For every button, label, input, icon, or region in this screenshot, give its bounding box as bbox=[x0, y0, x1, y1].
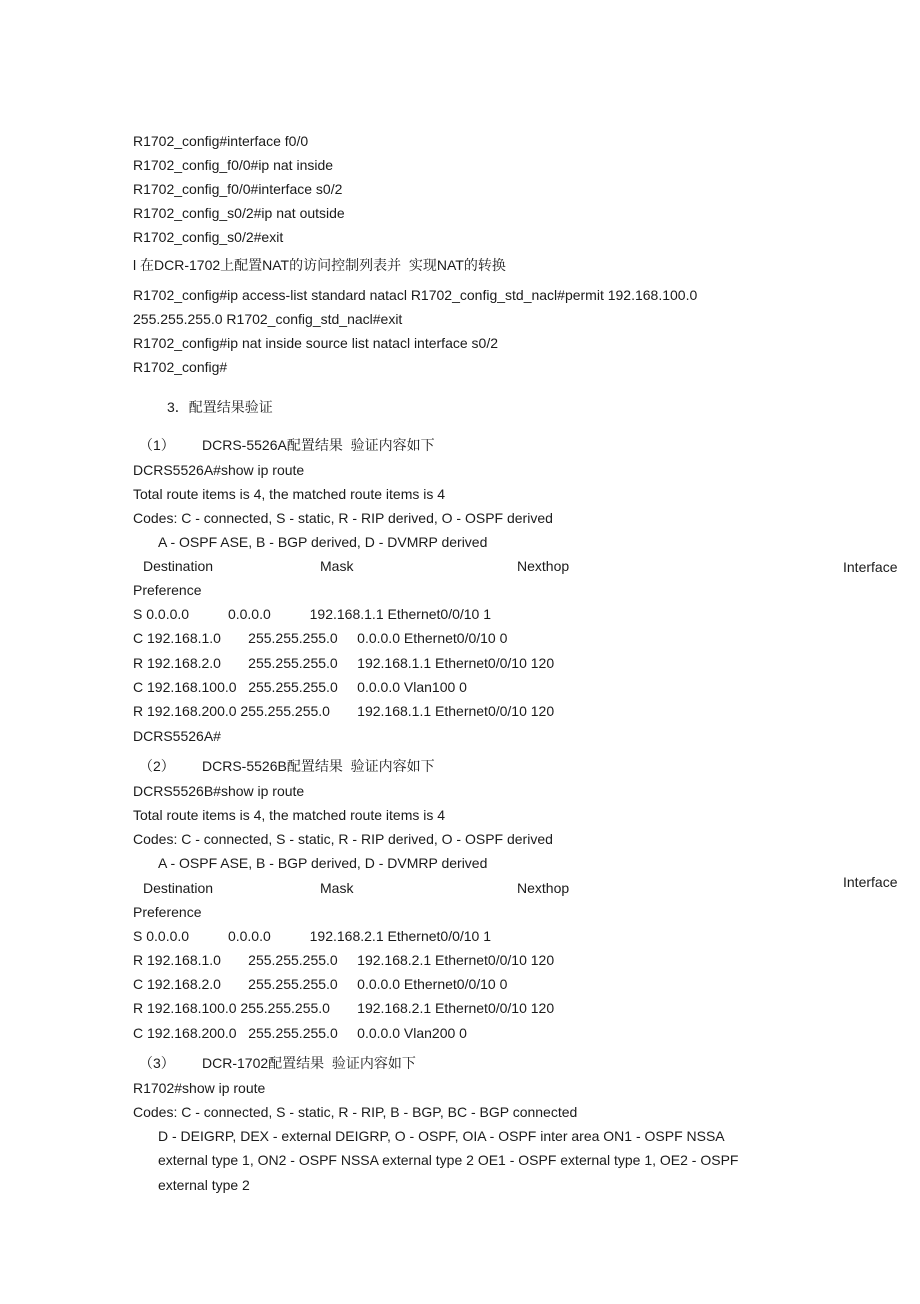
output-line: A - OSPF ASE, B - BGP derived, D - DVMRP derived bbox=[158, 534, 488, 550]
route-row: C 192.168.1.0 255.255.255.0 0.0.0.0 Ethernet0/0/10 0 bbox=[133, 630, 508, 646]
subsection-number: （1） bbox=[139, 437, 175, 453]
col-mask: Mask bbox=[320, 880, 354, 896]
config-line: 255.255.255.0 R1702_config_std_nacl#exit bbox=[133, 311, 403, 327]
route-row: R 192.168.1.0 255.255.255.0 192.168.2.1 Ethernet0/0/10 120 bbox=[133, 952, 555, 968]
output-line: Total route items is 4, the matched route items is 4 bbox=[133, 486, 446, 502]
route-row: C 192.168.200.0 255.255.255.0 0.0.0.0 Vlan200 0 bbox=[133, 1025, 467, 1041]
subsection-number: （2） bbox=[139, 758, 175, 774]
output-line: external type 1, ON2 - OSPF NSSA external type 2 OE1 - OSPF external type 1, OE2 - OSPF bbox=[158, 1152, 739, 1168]
config-line: R1702_config_s0/2#exit bbox=[133, 229, 284, 245]
route-row: C 192.168.100.0 255.255.255.0 0.0.0.0 Vlan100 0 bbox=[133, 679, 467, 695]
col-interface: Interface bbox=[843, 559, 898, 575]
output-line: Total route items is 4, the matched route items is 4 bbox=[133, 807, 446, 823]
config-line: R1702_config_s0/2#ip nat outside bbox=[133, 205, 345, 221]
config-line: R1702_config#interface f0/0 bbox=[133, 133, 309, 149]
config-line: R1702_config#ip access-list standard natacl R1702_config_std_nacl#permit 192.168.100.0 bbox=[133, 287, 698, 303]
subsection-number: （3） bbox=[139, 1055, 175, 1071]
section-title: 3．配置结果验证 bbox=[167, 399, 273, 415]
output-line: Codes: C - connected, S - static, R - RIP derived, O - OSPF derived bbox=[133, 510, 553, 526]
config-line: R1702_config# bbox=[133, 359, 228, 375]
col-interface: Interface bbox=[843, 874, 898, 890]
output-line: external type 2 bbox=[158, 1177, 250, 1193]
acl-heading: l 在DCR-1702上配置NAT的访问控制列表并 实现NAT的转换 bbox=[133, 257, 506, 273]
col-nexthop: Nexthop bbox=[517, 880, 570, 896]
output-line: Codes: C - connected, S - static, R - RIP, B - BGP, BC - BGP connected bbox=[133, 1104, 578, 1120]
output-line: DCRS5526A#show ip route bbox=[133, 462, 305, 478]
route-row: S 0.0.0.0 0.0.0.0 192.168.2.1 Ethernet0/0/10 1 bbox=[133, 928, 492, 944]
output-line: DCRS5526B#show ip route bbox=[133, 783, 305, 799]
col-nexthop: Nexthop bbox=[517, 558, 570, 574]
col-destination: Destination bbox=[143, 558, 214, 574]
col-preference: Preference bbox=[133, 582, 202, 598]
output-line: D - DEIGRP, DEX - external DEIGRP, O - OSPF, OIA - OSPF inter area ON1 - OSPF NSSA bbox=[158, 1128, 725, 1144]
col-destination: Destination bbox=[143, 880, 214, 896]
config-line: R1702_config#ip nat inside source list natacl interface s0/2 bbox=[133, 335, 498, 351]
col-mask: Mask bbox=[320, 558, 354, 574]
route-row: R 192.168.100.0 255.255.255.0 192.168.2.1 Ethernet0/0/10 120 bbox=[133, 1000, 555, 1016]
config-line: R1702_config_f0/0#ip nat inside bbox=[133, 157, 334, 173]
config-line: R1702_config_f0/0#interface s0/2 bbox=[133, 181, 343, 197]
subsection-heading: DCRS-5526B配置结果 验证内容如下 bbox=[202, 758, 435, 774]
col-preference: Preference bbox=[133, 904, 202, 920]
route-row: C 192.168.2.0 255.255.255.0 0.0.0.0 Ethernet0/0/10 0 bbox=[133, 976, 508, 992]
route-row: S 0.0.0.0 0.0.0.0 192.168.1.1 Ethernet0/0/10 1 bbox=[133, 606, 492, 622]
subsection-heading: DCRS-5526A配置结果 验证内容如下 bbox=[202, 437, 435, 453]
output-line: A - OSPF ASE, B - BGP derived, D - DVMRP derived bbox=[158, 855, 488, 871]
route-row: R 192.168.200.0 255.255.255.0 192.168.1.1 Ethernet0/0/10 120 bbox=[133, 703, 555, 719]
prompt-line: DCRS5526A# bbox=[133, 728, 221, 744]
route-row: R 192.168.2.0 255.255.255.0 192.168.1.1 Ethernet0/0/10 120 bbox=[133, 655, 555, 671]
output-line: Codes: C - connected, S - static, R - RIP derived, O - OSPF derived bbox=[133, 831, 553, 847]
subsection-heading: DCR-1702配置结果 验证内容如下 bbox=[202, 1055, 416, 1071]
output-line: R1702#show ip route bbox=[133, 1080, 266, 1096]
